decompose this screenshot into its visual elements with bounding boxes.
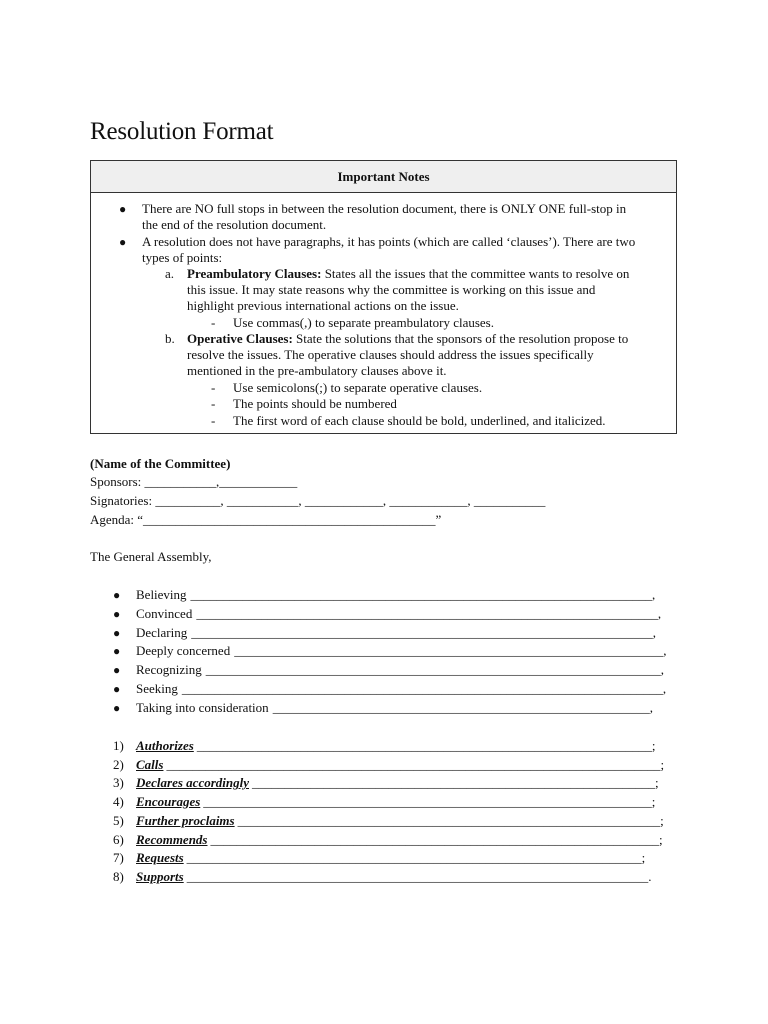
operative-clause-blank: ______________________________________________________________________; bbox=[186, 850, 646, 866]
operative-clause-word: Authorizes bbox=[136, 738, 194, 753]
dash-marker: - bbox=[211, 413, 216, 428]
preambulatory-clause-blank: ______________________________________________________________________, bbox=[205, 662, 664, 678]
preambulatory-clause-word: Deeply concerned bbox=[136, 643, 231, 659]
preambulatory-clauses-term: Preambulatory Clauses: bbox=[187, 266, 322, 281]
operative-clause-blank: _____________________________________________________________________; bbox=[210, 831, 663, 847]
preambulatory-clause-word: Recognizing bbox=[136, 662, 202, 678]
operative-clause-word: Supports bbox=[136, 868, 184, 884]
agenda-line: Agenda: “_____________________________________________” bbox=[90, 512, 442, 527]
operative-clause bbox=[136, 774, 659, 792]
bullet-icon: ● bbox=[119, 202, 127, 216]
preambulatory-clause-word: Believing bbox=[136, 587, 187, 602]
committee-name-label: (Name of the Committee) bbox=[90, 456, 231, 471]
bullet-icon: ● bbox=[113, 663, 121, 678]
preambulatory-clause-blank: __________________________________________________________, bbox=[272, 699, 653, 715]
preambulatory-clause bbox=[136, 680, 666, 698]
preambulatory-clause-word: Taking into consideration bbox=[136, 699, 269, 715]
operative-rule-1: Use semicolons(;) to separate operative clauses. bbox=[233, 380, 483, 395]
operative-clause bbox=[136, 849, 645, 867]
operative-clause-number: 5) bbox=[113, 812, 124, 828]
important-notes-box bbox=[90, 160, 677, 434]
operative-desc-2: resolve the issues. The operative clauses should address the issues specifically bbox=[187, 347, 594, 362]
operative-note-line1 bbox=[187, 331, 628, 347]
bullet-icon: ● bbox=[113, 606, 121, 621]
operative-rule-3: The first word of each clause should be bold, underlined, and italicized. bbox=[233, 413, 606, 428]
preambulatory-clause bbox=[136, 624, 656, 642]
note-bullet1-line2: the end of the resolution document. bbox=[142, 217, 327, 232]
bullet-icon: ● bbox=[113, 588, 121, 602]
preambulatory-desc-1: States all the issues that the committee wants to resolve on bbox=[321, 266, 630, 281]
sponsors-line: Sponsors: ___________,____________ bbox=[90, 474, 298, 489]
dash-marker: - bbox=[211, 380, 216, 395]
operative-desc-3: mentioned in the pre-ambulatory clauses above it. bbox=[187, 363, 447, 378]
operative-clause bbox=[136, 756, 664, 774]
dash-marker: - bbox=[211, 315, 216, 330]
operative-clause bbox=[136, 868, 651, 886]
operative-clause-word: Recommends bbox=[136, 831, 208, 847]
operative-clause-blank: ______________________________________________________________________; bbox=[196, 738, 656, 753]
operative-clause-word: Declares accordingly bbox=[136, 775, 250, 791]
preambulatory-clause bbox=[136, 586, 655, 604]
operative-clause-word: Encourages bbox=[136, 794, 201, 810]
operative-clause-number: 6) bbox=[113, 831, 124, 847]
operative-clause bbox=[136, 812, 664, 830]
dash-marker: - bbox=[211, 396, 216, 411]
operative-clause-blank: _______________________________________________________________________. bbox=[186, 868, 652, 884]
operative-clause-blank: _____________________________________________________________________; bbox=[203, 794, 656, 810]
list-marker-a: a. bbox=[165, 266, 175, 281]
operative-clause-number: 1) bbox=[113, 738, 124, 753]
bullet-icon: ● bbox=[113, 700, 121, 715]
operative-clause-word: Requests bbox=[136, 850, 184, 866]
operative-rule-2: The points should be numbered bbox=[233, 396, 397, 411]
preambulatory-clause-word: Declaring bbox=[136, 624, 188, 640]
preambulatory-rule-1: Use commas(,) to separate preambulatory clauses. bbox=[233, 315, 494, 330]
note-bullet2-line1: A resolution does not have paragraphs, it has points (which are called ‘clauses’). There are two bbox=[142, 234, 636, 249]
operative-clause-number: 3) bbox=[113, 775, 124, 791]
preambulatory-clause bbox=[136, 661, 664, 679]
operative-clause-number: 2) bbox=[113, 756, 124, 772]
preambulatory-clause-blank: _______________________________________________________________________, bbox=[196, 605, 662, 621]
preambulatory-clause bbox=[136, 699, 653, 717]
preambulatory-desc-3: highlight previous international actions on the issue. bbox=[187, 298, 459, 313]
preambulatory-clause-blank: __________________________________________________________________________, bbox=[181, 681, 667, 696]
operative-clause-blank: ______________________________________________________________; bbox=[252, 775, 659, 791]
note-bullet1-line1: There are NO full stops in between the resolution document, there is ONLY ONE full-stop in bbox=[142, 201, 627, 216]
preambulatory-clause-blank: _______________________________________________________________________, bbox=[190, 587, 656, 602]
operative-clause-number: 8) bbox=[113, 868, 124, 884]
preambulatory-desc-2: this issue. It may state reasons why the committee is working on this issue and bbox=[187, 282, 596, 297]
page-title: Resolution Format bbox=[90, 118, 274, 145]
operative-clause-blank: _________________________________________________________________; bbox=[237, 812, 664, 828]
operative-clause bbox=[136, 831, 663, 849]
operative-clause-number: 7) bbox=[113, 850, 124, 866]
preambulatory-clause-blank: __________________________________________________________________, bbox=[234, 643, 667, 659]
preambulatory-clause-blank: _______________________________________________________________________, bbox=[191, 624, 657, 640]
general-assembly-line: The General Assembly, bbox=[90, 549, 212, 564]
bullet-icon: ● bbox=[113, 644, 121, 659]
note-bullet2-line2: types of points: bbox=[142, 250, 223, 265]
operative-clause bbox=[136, 793, 655, 811]
preambulatory-clause bbox=[136, 605, 661, 623]
preambulatory-clause bbox=[136, 642, 666, 660]
bullet-icon: ● bbox=[113, 625, 121, 640]
operative-clause-blank: ____________________________________________________________________________; bbox=[166, 756, 665, 772]
bullet-icon: ● bbox=[119, 235, 127, 249]
preambulatory-note-line1 bbox=[187, 266, 629, 282]
list-marker-b: b. bbox=[165, 331, 175, 346]
operative-desc-1: State the solutions that the sponsors of the resolution propose to bbox=[292, 331, 629, 346]
operative-clause-number: 4) bbox=[113, 794, 124, 810]
operative-clause-word: Further proclaims bbox=[136, 812, 235, 828]
notes-header: Important Notes bbox=[91, 161, 676, 193]
signatories-line: Signatories: __________, ___________, ____________, ____________, ___________ bbox=[90, 493, 546, 508]
operative-clauses-term: Operative Clauses: bbox=[187, 331, 293, 346]
operative-clause bbox=[136, 737, 655, 755]
preambulatory-clause-word: Convinced bbox=[136, 605, 193, 621]
operative-clause-word: Calls bbox=[136, 756, 164, 772]
preambulatory-clause-word: Seeking bbox=[136, 681, 178, 696]
bullet-icon: ● bbox=[113, 682, 121, 696]
